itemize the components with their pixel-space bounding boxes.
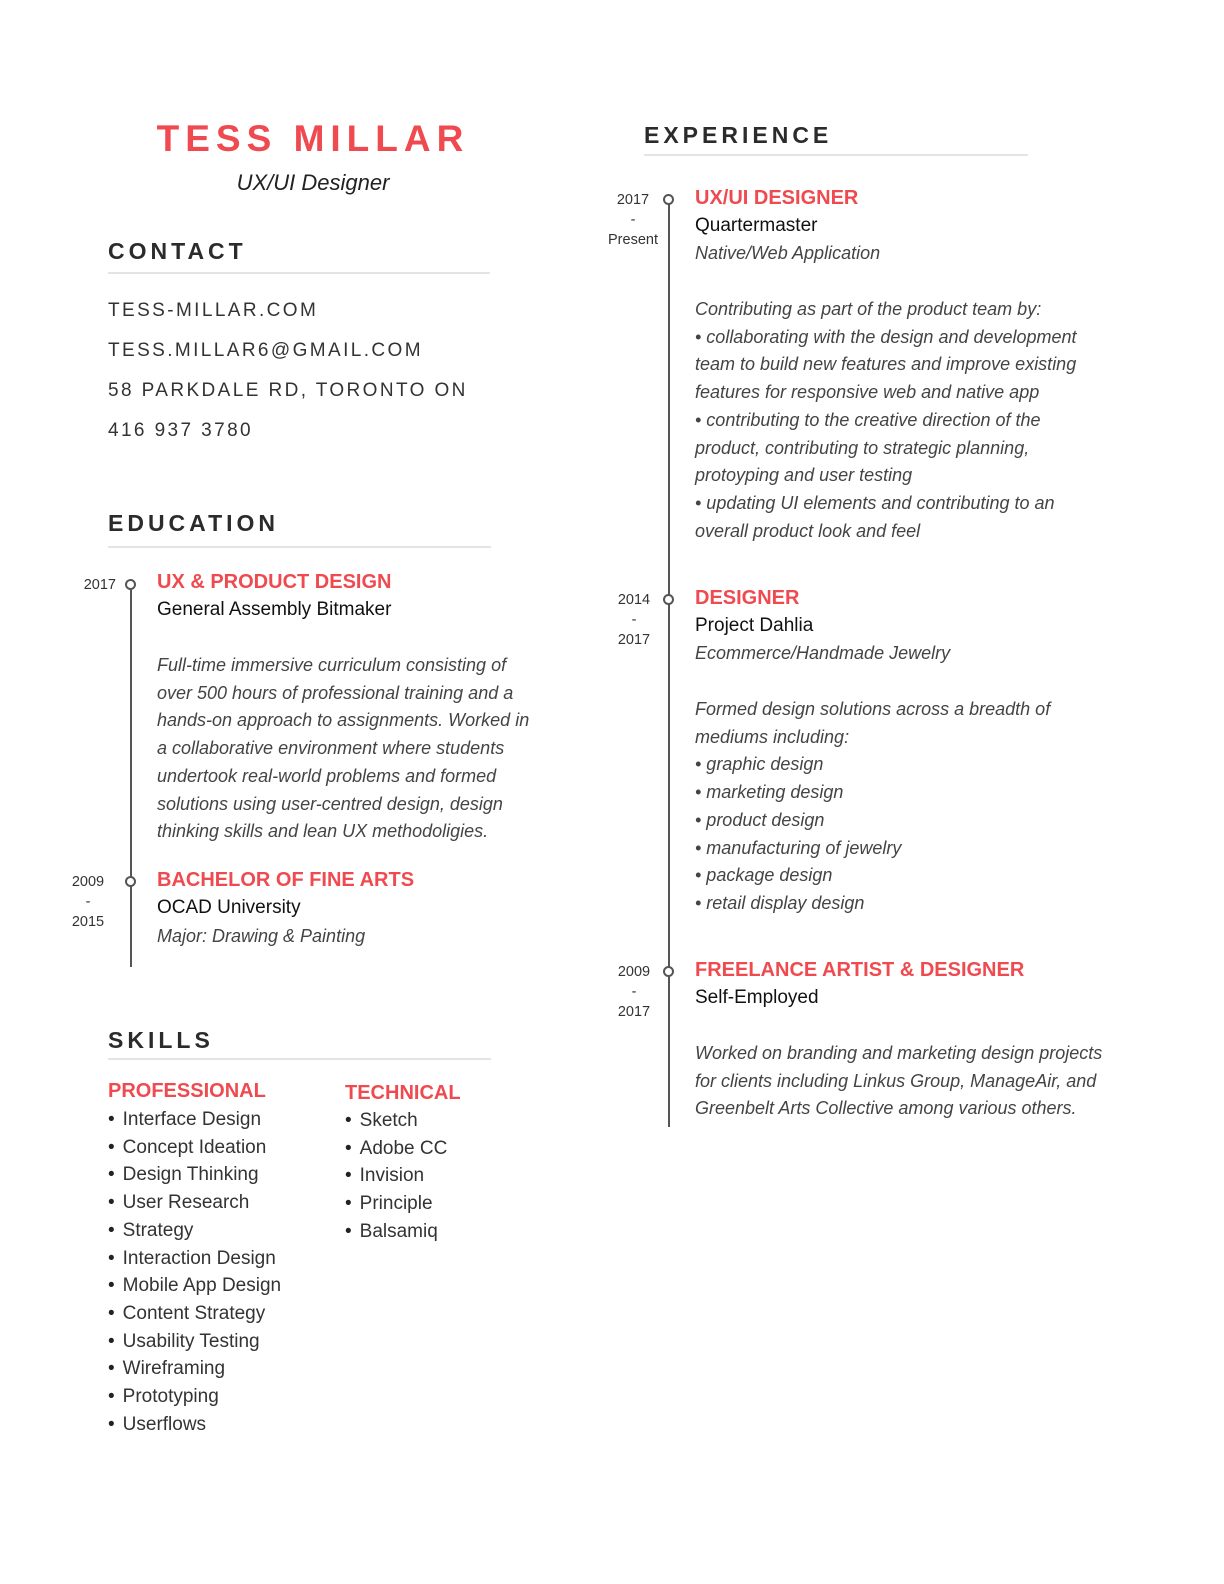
exp-title: DESIGNER — [695, 587, 800, 609]
edu-title: UX & PRODUCT DESIGN — [157, 571, 392, 593]
contact-address: 58 PARKDALE RD, TORONTO ON — [108, 380, 468, 401]
list-item: • Interaction Design — [108, 1245, 281, 1273]
list-item: • Adobe CC — [345, 1135, 447, 1163]
list-item: • Balsamiq — [345, 1218, 447, 1246]
exp-company: Quartermaster — [695, 215, 818, 236]
contact-phone: 416 937 3780 — [108, 420, 254, 441]
timeline-dot — [663, 966, 674, 977]
exp-company: Project Dahlia — [695, 615, 814, 636]
contact-divider — [108, 272, 490, 274]
skills-divider — [108, 1058, 491, 1060]
edu-org: OCAD University — [157, 897, 301, 918]
edu-detail: Major: Drawing & Painting — [157, 926, 366, 946]
exp-title: FREELANCE ARTIST & DESIGNER — [695, 959, 1025, 981]
list-item: • Userflows — [108, 1411, 281, 1439]
contact-heading: CONTACT — [108, 238, 247, 264]
exp-detail: Ecommerce/Handmade Jewelry — [695, 643, 951, 663]
skills-heading: SKILLS — [108, 1027, 214, 1053]
list-item: • Prototyping — [108, 1383, 281, 1411]
skills-professional-list — [108, 1106, 281, 1438]
contact-website[interactable]: TESS-MILLAR.COM — [108, 300, 319, 321]
list-item: • Principle — [345, 1190, 447, 1218]
exp-year-range: 2009 - 2017 — [617, 964, 651, 1020]
list-item: • User Research — [108, 1189, 281, 1217]
list-item: • Wireframing — [108, 1355, 281, 1383]
list-item: • Sketch — [345, 1107, 447, 1135]
exp-title: UX/UI DESIGNER — [695, 187, 859, 209]
exp-description: Contributing as part of the product team by: • collaborating with the design and development team to build new features and improve existing features for responsive web and native app • contributing to the creative direction of the product, contributing to strategic planning, protoyping and user testing • updating UI elements and contributing to an overall product look and feel — [695, 299, 1077, 541]
skills-technical-heading: TECHNICAL — [345, 1082, 461, 1104]
list-item: • Interface Design — [108, 1106, 281, 1134]
education-divider — [108, 546, 491, 548]
exp-description: Worked on branding and marketing design projects for clients including Linkus Group, ManageAir, and Greenbelt Arts Collective among various others. — [695, 1043, 1103, 1119]
contact-email[interactable]: TESS.MILLAR6@GMAIL.COM — [108, 340, 423, 361]
timeline-dot — [125, 876, 136, 887]
timeline-dot — [125, 579, 136, 590]
education-heading: EDUCATION — [108, 510, 280, 536]
person-name: TESS MILLAR — [156, 118, 470, 159]
edu-year-range: 2009 - 2015 — [71, 874, 105, 930]
exp-company: Self-Employed — [695, 987, 819, 1008]
edu-title: BACHELOR OF FINE ARTS — [157, 869, 415, 891]
edu-year: 2017 — [83, 577, 116, 593]
list-item: • Mobile App Design — [108, 1272, 281, 1300]
list-item: • Strategy — [108, 1217, 281, 1245]
list-item: • Invision — [345, 1162, 447, 1190]
exp-description: Formed design solutions across a breadth of mediums including: • graphic design • marketing design • product design • manufacturing of jewelry • package design • retail display design — [695, 699, 1051, 913]
edu-description: Full-time immersive curriculum consisting of over 500 hours of professional training and a hands-on approach to assignments. Worked in a collaborative environment where students undertook real-world problems and formed solutions using user-centred design, design thinking skills and lean UX methodoligies. — [157, 655, 530, 842]
exp-detail: Native/Web Application — [695, 243, 881, 263]
list-item: • Design Thinking — [108, 1161, 281, 1189]
timeline-dot — [663, 594, 674, 605]
list-item: • Usability Testing — [108, 1328, 281, 1356]
job-role: UX/UI Designer — [236, 170, 390, 195]
exp-year-range: 2014 - 2017 — [617, 592, 651, 648]
skills-technical-list — [345, 1107, 447, 1246]
experience-divider — [644, 154, 1028, 156]
experience-heading: EXPERIENCE — [644, 122, 833, 148]
edu-org: General Assembly Bitmaker — [157, 599, 392, 620]
education-timeline — [130, 585, 132, 967]
list-item: • Content Strategy — [108, 1300, 281, 1328]
timeline-dot — [663, 194, 674, 205]
list-item: • Concept Ideation — [108, 1134, 281, 1162]
skills-professional-heading: PROFESSIONAL — [108, 1080, 266, 1102]
exp-year-range: 2017 - Present — [608, 192, 658, 248]
